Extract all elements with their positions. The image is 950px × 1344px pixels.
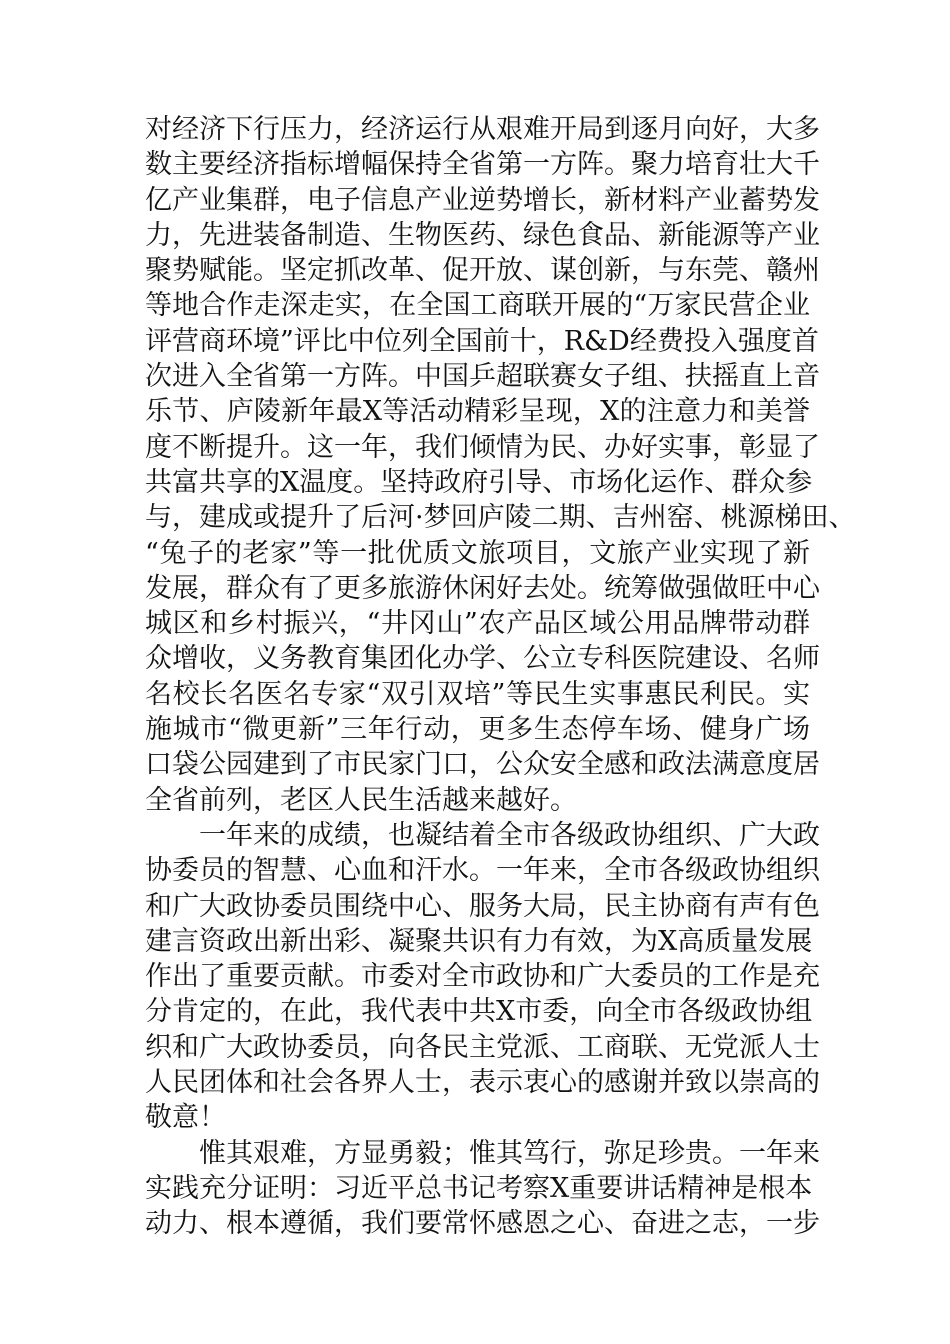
text-line: 人民团体和社会各界人士，表示衷心的感谢并致以崇高的 (145, 1067, 820, 1099)
text-line: 度不断提升。这一年，我们倾情为民、办好实事，彰显了 (145, 431, 820, 463)
body-text (145, 112, 856, 1242)
text-line: 动力、根本遵循，我们要常怀感恩之心、奋进之志，一步 (145, 1208, 820, 1240)
text-line: 惟其艰难，方显勇毅；惟其笃行，弥足珍贵。一年来 (145, 1137, 820, 1169)
text-line: 评营商环境”评比中位列全国前十，R&D经费投入强度首 (145, 325, 819, 357)
text-line: 数主要经济指标增幅保持全省第一方阵。聚力培育壮大千 (145, 149, 820, 181)
text-line: 对经济下行压力，经济运行从艰难开局到逐月向好，大多 (145, 114, 820, 145)
text-line: 乐节、庐陵新年最X等活动精彩呈现，X的注意力和美誉 (145, 396, 810, 428)
text-line: 敬意！ (145, 1102, 226, 1134)
text-line: 次进入全省第一方阵。中国乒超联赛女子组、扶摇直上音 (145, 361, 820, 393)
text-line: 实践充分证明：习近平总书记考察X重要讲话精神是根本 (145, 1172, 813, 1204)
text-line: “兔子的老家”等一批优质文旅项目，文旅产业实现了新 (145, 537, 810, 569)
text-line: 织和广大政协委员，向各民主党派、工商联、无党派人士 (145, 1031, 820, 1063)
text-line: 建言资政出新出彩、凝聚共识有力有效，为X高质量发展 (145, 925, 813, 957)
text-line: 力，先进装备制造、生物医药、绿色食品、新能源等产业 (145, 219, 820, 251)
text-line: 口袋公园建到了市民家门口，公众安全感和政法满意度居 (145, 749, 820, 781)
text-line: 与，建成或提升了后河·梦回庐陵二期、吉州窑、桃源梯田、 (145, 502, 856, 534)
text-line: 城区和乡村振兴，“井冈山”农产品区域公用品牌带动群 (145, 608, 810, 640)
text-line: 分肯定的，在此，我代表中共X市委，向全市各级政协组 (145, 996, 813, 1028)
text-line: 全省前列，老区人民生活越来越好。 (145, 784, 577, 816)
text-line: 作出了重要贡献。市委对全市政协和广大委员的工作是充 (145, 961, 820, 993)
text-line: 聚势赋能。坚定抓改革、促开放、谋创新，与东莞、赣州 (145, 255, 820, 287)
text-line: 亿产业集群，电子信息产业逆势增长，新材料产业蓄势发 (145, 184, 820, 216)
text-line: 协委员的智慧、心血和汗水。一年来，全市各级政协组织 (145, 855, 820, 887)
text-line: 施城市“微更新”三年行动，更多生态停车场、健身广场 (145, 714, 810, 746)
text-line: 和广大政协委员围绕中心、服务大局，民主协商有声有色 (145, 890, 820, 922)
text-line: 一年来的成绩，也凝结着全市各级政协组织、广大政 (145, 819, 820, 851)
text-line: 共富共享的X温度。坚持政府引导、市场化运作、群众参 (145, 466, 813, 498)
text-line: 众增收，义务教育集团化办学、公立专科医院建设、名师 (145, 643, 820, 675)
text-line: 发展，群众有了更多旅游休闲好去处。统筹做强做旺中心 (145, 572, 820, 604)
text-line: 等地合作走深走实，在全国工商联开展的“万家民营企业 (145, 290, 810, 322)
text-line: 名校长名医名专家“双引双培”等民生实事惠民利民。实 (145, 678, 810, 710)
